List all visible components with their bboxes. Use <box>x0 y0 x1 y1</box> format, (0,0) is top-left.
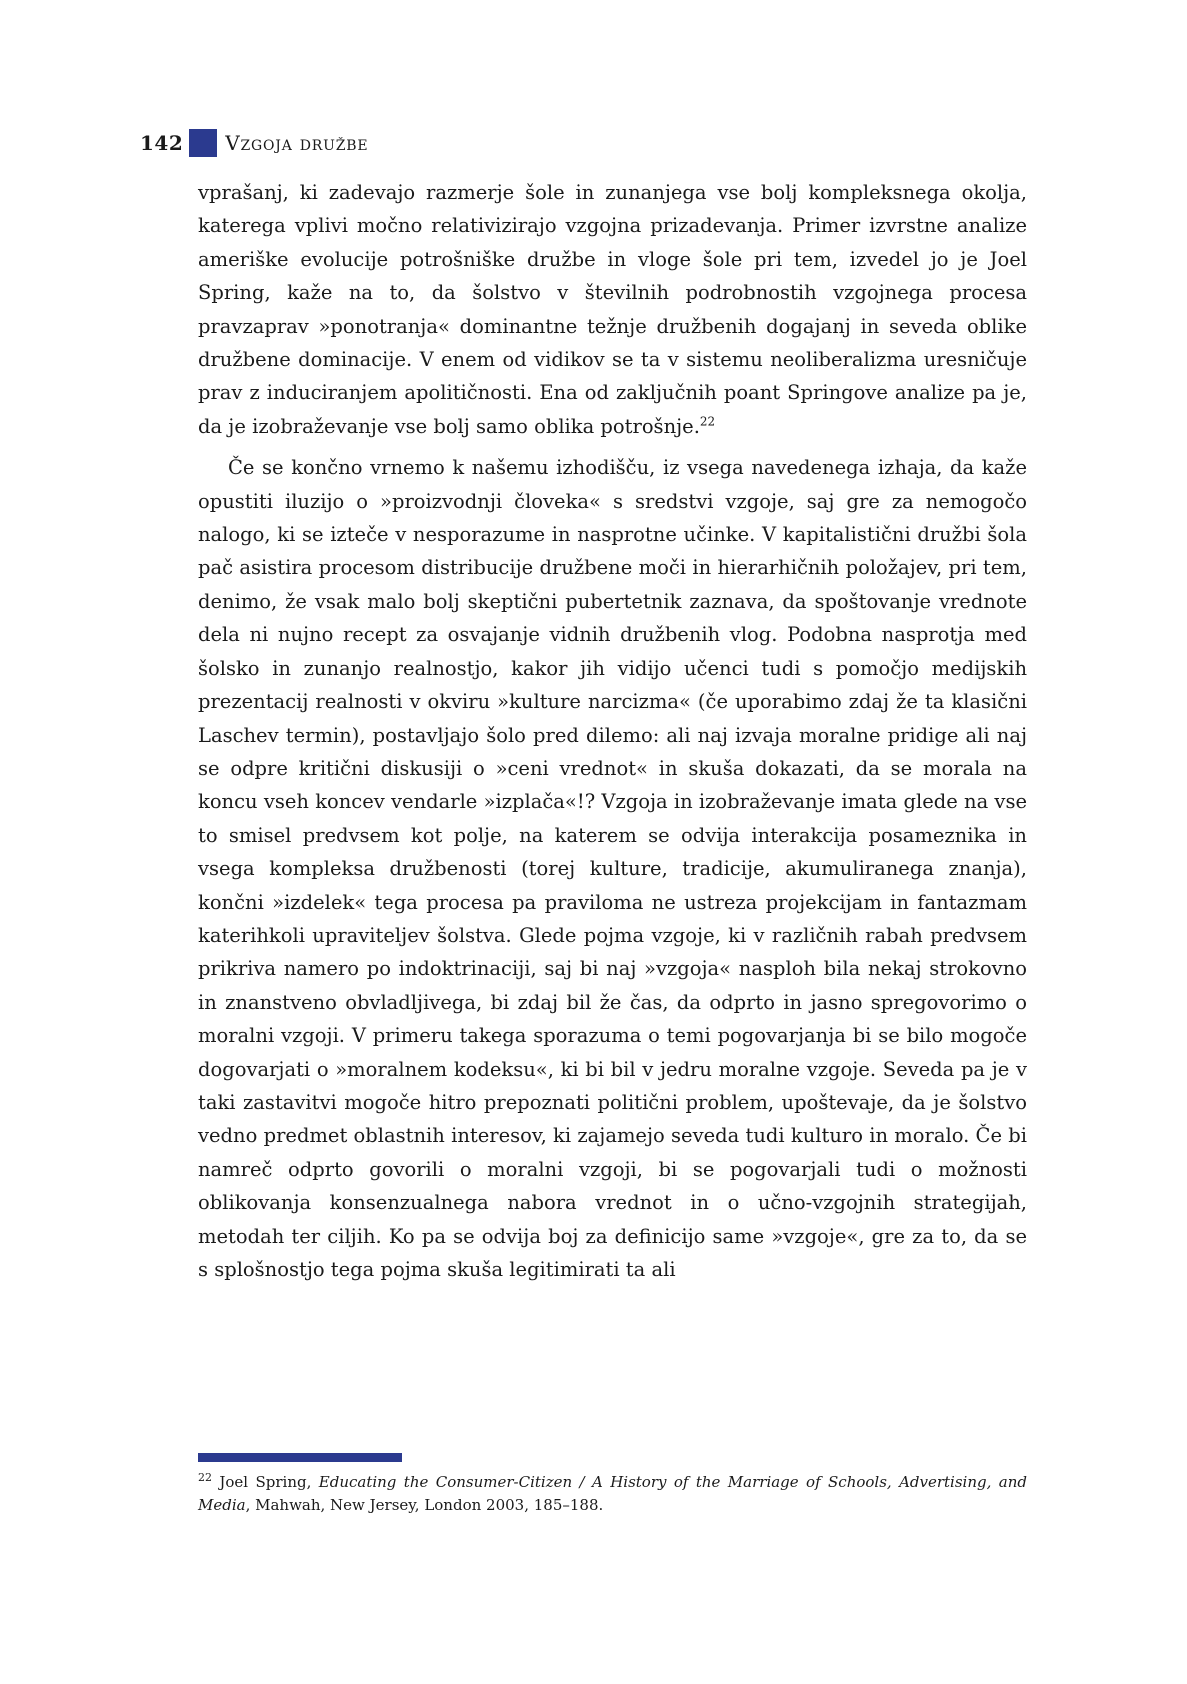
footnote <box>198 1471 1027 1517</box>
body-text <box>198 176 1027 1286</box>
footnote-number: 22 <box>198 1471 212 1484</box>
paragraph: Če se končno vrnemo k našemu izhodišču, iz vsega navedenega izhaja, da kaže opustiti iluzijo o »proizvodnji človeka« s sredstvi vzgoje, saj gre za nemogočo nalogo, ki se izteče v nesporazume in nasprotne učinke. V kapitalistični družbi šola pač asistira procesom distribucije družbene moči in hierarhičnih položajev, pri tem, denimo, že vsak malo bolj skeptični pubertetnik zaznava, da spoštovanje vrednote dela ni nujno recept za osvajanje vidnih družbenih vlog. Podobna nasprotja med šolsko in zunanjo realnostjo, kakor jih vidijo učenci tudi s pomočjo medijskih prezentacij realnosti v okviru »kulture narcizma« (če uporabimo zdaj že ta klasični Laschev termin), postavljajo šolo pred dilemo: ali naj izvaja moralne pridige ali naj se odpre kritični diskusiji o »ceni vrednot« in skuša dokazati, da se morala na koncu vseh koncev vendarle »izplača«!? Vzgoja in izobraževanje imata glede na vse to smisel predvsem kot polje, na katerem se odvija interakcija posameznika in vsega kompleksa družbenosti (torej kulture, tradicije, akumuliranega znanja), končni »izdelek« tega procesa pa praviloma ne ustreza projekcijam in fantazmam katerihkoli upraviteljev šolstva. Glede pojma vzgoje, ki v različnih rabah predvsem prikriva namero po indoktrinaciji, saj bi naj »vzgoja« nasploh bila nekaj strokovno in znanstveno obvladljivega, bi zdaj bil že čas, da odprto in jasno spregovorimo o moralni vzgoji. V primeru takega sporazuma o temi pogovarjanja bi se bilo mogoče dogovarjati o »moralnem kodeksu«, ki bi bil v jedru moralne vzgoje. Seveda pa je v taki zastavitvi mogoče hitro prepoznati politični problem, upoštevaje, da je šolstvo vedno predmet oblastnih interesov, ki zajamejo seveda tudi kulturo in moralo. Če bi namreč odprto govorili o moralni vzgoji, bi se pogovarjali tudi o možnosti oblikovanja konsenzualnega nabora vrednot in o učno-vzgojnih strategijah, metodah ter ciljih. Ko pa se odvija boj za definicijo same »vzgoje«, gre za to, da se s splošnostjo tega pojma skuša legitimirati ta ali <box>198 456 1027 1281</box>
paragraph-text: vprašanj, ki zadevajo razmerje šole in zunanjega vse bolj kompleksnega okolja, katerega vplivi močno relativizirajo vzgojna prizadevanja. Primer izvrstne analize ameriške evolucije potrošniške družbe in vloge šole pri tem, izvedel jo je Joel Spring, kaže na to, da šolstvo v številnih podrobnostih vzgojnega procesa pravzaprav »ponotranja« dominantne težnje družbenih dogajanj in seveda oblike družbene dominacije. V enem od vidikov se ta v sistemu neoliberalizma uresničuje prav z induciranjem apolitičnosti. Ena od zaključnih poant Springove analize pa je, da je izobraževanje vse bolj samo oblika potrošnje. <box>198 181 1027 438</box>
footnote-author: Joel Spring, <box>219 1473 312 1491</box>
paragraph <box>198 176 1027 443</box>
blue-square-icon <box>189 129 217 157</box>
footnote-publication: , Mahwah, New Jersey, London 2003, 185–188. <box>245 1496 604 1514</box>
footnote-reference: 22 <box>699 414 716 429</box>
footnote-title: Educating the Consumer-Citizen / A History of the Marriage of Schools, Advertising, and Media <box>198 1473 1027 1514</box>
running-title: Vzgoja družbe <box>225 131 369 155</box>
page-number: 142 <box>140 131 184 155</box>
footnote-rule <box>198 1453 402 1462</box>
running-header <box>140 127 368 159</box>
